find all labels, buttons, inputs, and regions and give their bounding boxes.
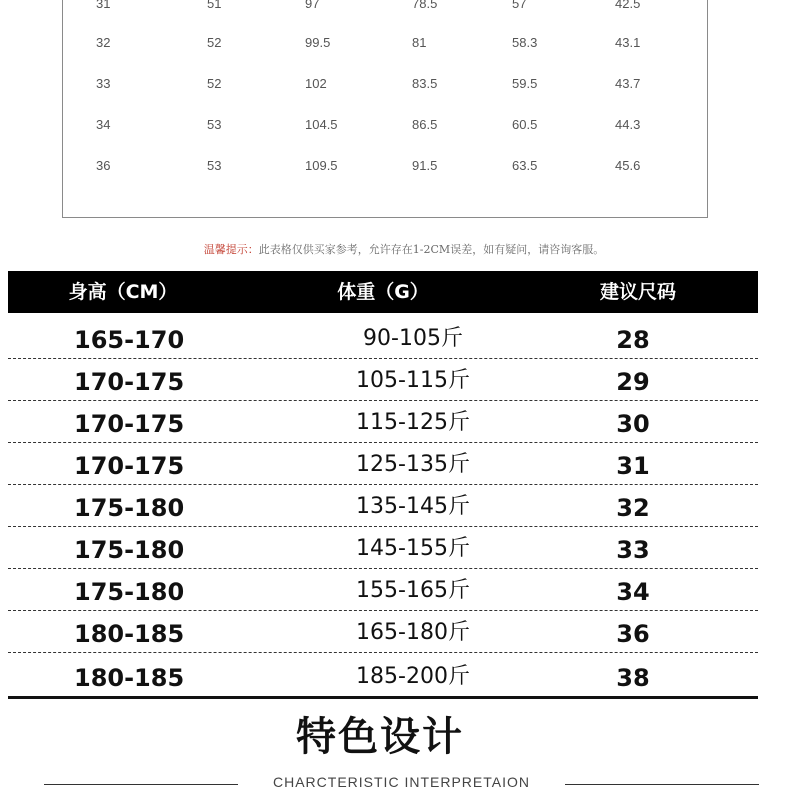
measurement-row — [63, 35, 707, 55]
measurement-cell: 53 — [207, 117, 222, 132]
weight-cell: 185-200斤 — [356, 664, 470, 689]
weight-cell: 115-125斤 — [356, 410, 470, 435]
measurement-cell: 32 — [96, 35, 111, 50]
height-cell: 170-175 — [74, 410, 185, 438]
measurement-cell: 99.5 — [305, 35, 331, 50]
measurement-row — [63, 117, 707, 137]
measurement-cell: 42.5 — [615, 0, 641, 11]
table-row — [8, 569, 758, 611]
measurement-cell: 31 — [96, 0, 111, 11]
measurement-cell: 52 — [207, 35, 222, 50]
size-cell: 31 — [616, 452, 650, 480]
measurement-cell: 63.5 — [512, 158, 538, 173]
measurement-cell: 36 — [96, 158, 111, 173]
height-cell: 180-185 — [74, 664, 185, 692]
measurement-cell: 33 — [96, 76, 111, 91]
size-cell: 38 — [616, 664, 650, 692]
weight-cell: 135-145斤 — [356, 494, 470, 519]
height-cell: 175-180 — [74, 578, 185, 606]
measurement-cell: 34 — [96, 117, 111, 132]
measurement-cell: 44.3 — [615, 117, 641, 132]
weight-cell: 125-135斤 — [356, 452, 470, 477]
measurement-cell: 59.5 — [512, 76, 538, 91]
table-row — [8, 401, 758, 443]
table-row — [8, 527, 758, 569]
measurement-cell: 104.5 — [305, 117, 338, 132]
size-note — [0, 241, 808, 257]
measurement-cell: 91.5 — [412, 158, 438, 173]
weight-cell: 105-115斤 — [356, 368, 470, 393]
height-cell: 165-170 — [74, 326, 185, 354]
header-size: 建议尺码 — [599, 281, 676, 303]
measurement-cell: 43.7 — [615, 76, 641, 91]
measurement-row — [63, 0, 707, 16]
size-cell: 28 — [616, 326, 650, 354]
header-weight: 体重（G） — [337, 281, 429, 303]
measurement-table — [62, 0, 708, 218]
weight-cell: 165-180斤 — [356, 620, 470, 645]
size-table-header — [8, 271, 758, 313]
measurement-cell: 45.6 — [615, 158, 641, 173]
size-cell: 36 — [616, 620, 650, 648]
height-cell: 180-185 — [74, 620, 185, 648]
size-cell: 30 — [616, 410, 650, 438]
weight-cell: 90-105斤 — [363, 326, 463, 351]
table-row — [8, 611, 758, 653]
note-text: 此表格仅供买家参考，允许存在1-2CM误差，如有疑问，请咨询客服。 — [258, 243, 605, 256]
section-subtitle-text: CHARCTERISTIC INTERPRETAION — [273, 774, 530, 790]
measurement-cell: 81 — [412, 35, 427, 50]
measurement-cell: 43.1 — [615, 35, 641, 50]
measurement-cell: 86.5 — [412, 117, 438, 132]
table-row — [8, 655, 758, 699]
note-warning-label: 温馨提示： — [203, 243, 259, 256]
measurement-cell: 58.3 — [512, 35, 538, 50]
header-height: 身高（CM） — [68, 281, 178, 303]
size-cell: 34 — [616, 578, 650, 606]
measurement-cell: 52 — [207, 76, 222, 91]
size-cell: 32 — [616, 494, 650, 522]
measurement-cell: 109.5 — [305, 158, 338, 173]
measurement-cell: 78.5 — [412, 0, 438, 11]
measurement-cell: 51 — [207, 0, 222, 11]
measurement-cell: 60.5 — [512, 117, 538, 132]
weight-cell: 155-165斤 — [356, 578, 470, 603]
height-cell: 170-175 — [74, 452, 185, 480]
table-row — [8, 443, 758, 485]
height-cell: 170-175 — [74, 368, 185, 396]
table-row — [8, 317, 758, 359]
section-title: 特色设计 — [296, 714, 464, 760]
divider-line-right — [565, 784, 759, 785]
height-cell: 175-180 — [74, 536, 185, 564]
weight-cell: 145-155斤 — [356, 536, 470, 561]
measurement-cell: 83.5 — [412, 76, 438, 91]
measurement-row — [63, 158, 707, 178]
measurement-cell: 97 — [305, 0, 320, 11]
size-cell: 29 — [616, 368, 650, 396]
measurement-cell: 102 — [305, 76, 327, 91]
section-subtitle — [44, 774, 759, 794]
measurement-row — [63, 76, 707, 96]
height-cell: 175-180 — [74, 494, 185, 522]
size-cell: 33 — [616, 536, 650, 564]
table-row — [8, 485, 758, 527]
measurement-cell: 57 — [512, 0, 527, 11]
measurement-cell: 53 — [207, 158, 222, 173]
table-row — [8, 359, 758, 401]
